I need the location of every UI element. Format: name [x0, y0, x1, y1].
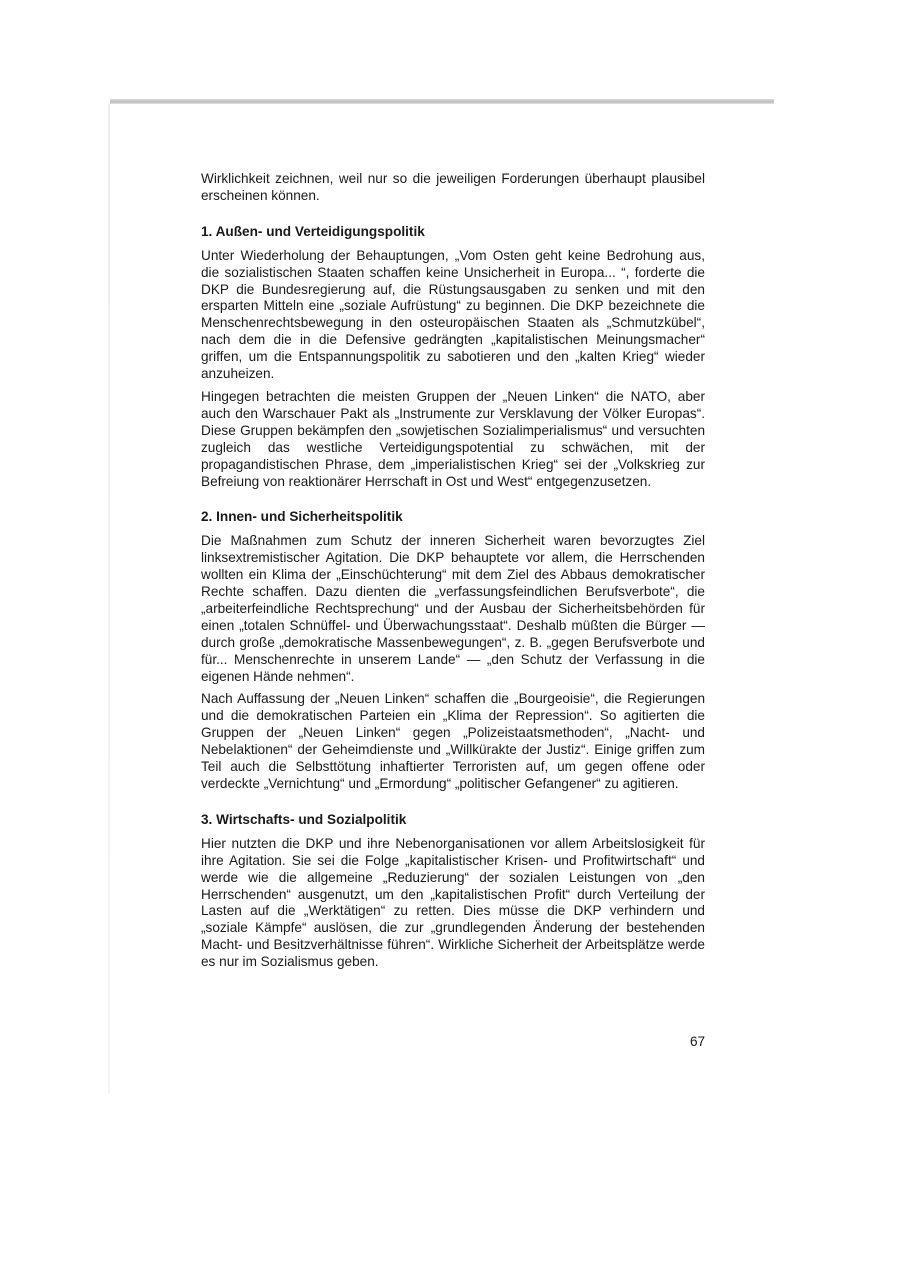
paragraph-dkp-foreign-policy: Unter Wiederholung der Behauptungen, „Vom Osten geht keine Bedrohung aus, die sozialistischen Staaten schaffen keine Unsicherheit in Europa... “, forderte die DKP die Bundesregierung auf, die Rüstungsausgaben zu senken und mit den ersparten Mitteln eine „soziale Aufrüstung“ zu beginnen. Die DKP bezeichnete die Menschenrechtsbewegung in den osteuropäischen Staaten als „Schmutzkübel“, nach dem die in die Defensive gedrängten „kapitalistischen Meinungsmacher“ griffen, um die Entspannungspolitik zu sabotieren und den „kalten Krieg“ wieder anzuheizen. — [201, 247, 705, 382]
intro-paragraph: Wirklichkeit zeichnen, weil nur so die jeweiligen Forderungen überhaupt plausibel erscheinen können. — [201, 171, 705, 203]
scan-top-edge — [110, 99, 774, 104]
scan-left-edge — [108, 104, 110, 1094]
section-heading-internal-security-policy: 2. Innen- und Sicherheitspolitik — [201, 509, 403, 525]
paragraph-dkp-internal-security: Die Maßnahmen zum Schutz der inneren Sicherheit waren bevorzugtes Ziel linksextremistischer Agitation. Die DKP behauptete vor allem, die Herrschenden wollten ein Klima der „Einschüchterung“ mit dem Ziel des Abbaus demokratischer Rechte schaffen. Dazu dienten die „verfassungsfeindlichen Berufsverbote“, die „arbeiterfeindliche Rechtsprechung“ und der Ausbau der Sicherheitsbehörden für einen „totalen Schnüffel- und Überwachungsstaat“. Deshalb müßten die Bürger — durch große „demokratische Massenbewegungen“, z. B. „gegen Berufsverbote und für... Menschenrechte in unserem Lande“ — „den Schutz der Verfassung in die eigenen Hände nehmen“. — [201, 533, 705, 684]
paragraph-new-left-nato: Hingegen betrachten die meisten Gruppen der „Neuen Linken“ die NATO, aber auch den Warschauer Pakt als „Instrumente zur Versklavung der Völker Europas“. Diese Gruppen bekämpfen den „sowjetischen Sozialimperialismus“ und versuchten zugleich das westliche Verteidigungspotential zu schwächen, mit der propagandistischen Phrase, dem „imperialistischen Krieg“ sei der „Volkskrieg zur Befreiung von reaktionärer Herrschaft in Ost und West“ entgegenzusetzen. — [201, 388, 705, 489]
page-number: 67 — [690, 1034, 706, 1049]
paragraph-dkp-unemployment: Hier nutzten die DKP und ihre Nebenorganisationen vor allem Arbeitslosigkeit für ihre Agitation. Sie sei die Folge „kapitalistischer Krisen- und Profitwirtschaft“ und werde wie die allgemeine „Reduzierung“ der sozialen Leistungen von „den Herrschenden“ ausgenutzt, um den „kapitalistischen Profit“ durch Verteilung der Lasten auf die „Werktätigen“ zu retten. Dies müsse die DKP verhindern und „soziale Kämpfe“ auslösen, die zur „grundlegenden Änderung der bestehenden Macht- und Besitzverhältnisse führen“. Wirkliche Sicherheit der Arbeitsplätze werde es nur im Sozialismus geben. — [201, 835, 705, 970]
section-heading-foreign-defense-policy: 1. Außen- und Verteidigungspolitik — [201, 223, 425, 239]
section-heading-economic-social-policy: 3. Wirtschafts- und Sozialpolitik — [201, 811, 407, 827]
paragraph-new-left-repression: Nach Auffassung der „Neuen Linken“ schaffen die „Bourgeoisie“, die Regierungen und die demokratischen Parteien ein „Klima der Repression“. So agitierten die Gruppen der „Neuen Linken“ gegen „Polizeistaatsmethoden“, „Nacht- und Nebelaktionen“ der Geheimdienste und „Willkürakte der Justiz“. Einige griffen zum Teil auch die Selbsttötung inhaftierter Terroristen auf, um gegen offene oder verdeckte „Vernichtung“ und „Ermordung“ „politischer Gefangener“ zu agitieren. — [201, 691, 705, 791]
page-body — [201, 171, 705, 977]
